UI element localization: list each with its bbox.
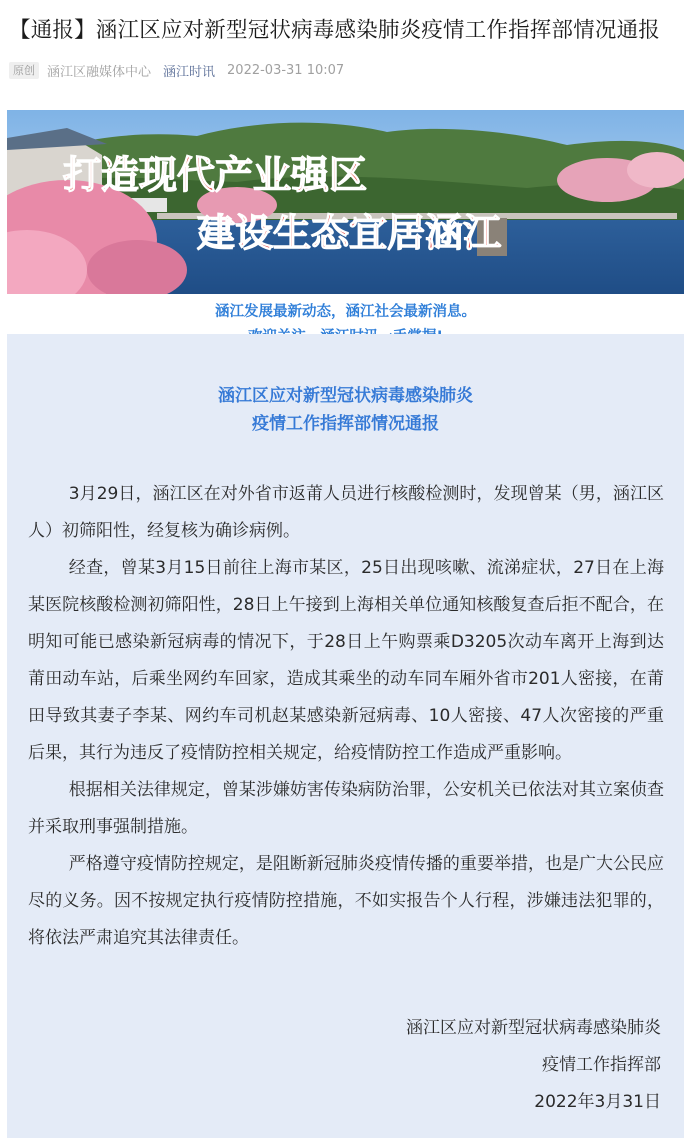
notice-title-line2: 疫情工作指挥部情况通报 [252, 414, 439, 434]
notice-body [28, 476, 664, 957]
publish-time: 2022-03-31 10:07 [227, 62, 345, 78]
notice-paragraph: 根据相关法律规定，曾某涉嫌妨害传染病防治罪，公安机关已依法对其立案侦查并采取刑事强制措施。 [28, 780, 664, 837]
notice-signature [406, 1010, 661, 1121]
signature-org-line1: 涵江区应对新型冠状病毒感染肺炎 [406, 1018, 661, 1038]
original-badge: 原创 [9, 62, 39, 79]
banner-text-line2: 建设生态宜居涵江 [197, 210, 502, 255]
notice-title [0, 382, 691, 438]
banner-text-line1: 打造现代产业强区 [63, 152, 368, 197]
banner-image [7, 110, 684, 294]
notice-paragraph: 严格遵守疫情防控规定，是阻断新冠肺炎疫情传播的重要举措，也是广大公民应尽的义务。因不按规定执行疫情防控措施，不如实报告个人行程，涉嫌违法犯罪的，将依法严肃追究其法律责任。 [28, 854, 664, 948]
notice-paragraph: 3月29日，涵江区在对外省市返莆人员进行核酸检测时，发现曾某（男，涵江区人）初筛阳性，经复核为确诊病例。 [28, 484, 664, 541]
article-title: 【通报】涵江区应对新型冠状病毒感染肺炎疫情工作指挥部情况通报 [9, 18, 661, 43]
notice-title-line1: 涵江区应对新型冠状病毒感染肺炎 [218, 386, 473, 406]
notice-paragraph: 经查，曾某3月15日前往上海市某区，25日出现咳嗽、流涕症状，27日在上海某医院核酸检测初筛阳性，28日上午接到上海相关单位通知核酸复查后拒不配合，在明知可能已感染新冠病毒的情况下，于28日上午购票乘D3205次动车离开上海到达莆田动车站，后乘坐网约车回家，造成其乘坐的动车同车厢外省市201人密接，在莆田导致其妻子李某、网约车司机赵某感染新冠病毒、10人密接、47人次密接的严重后果，其行为违反了疫情防控相关规定，给疫情防控工作造成严重影响。 [28, 558, 664, 763]
slogan-line1: 涵江发展最新动态，涵江社会最新消息。 [215, 304, 476, 320]
article-meta [9, 60, 344, 80]
article-author: 涵江区融媒体中心 [47, 64, 152, 80]
signature-date: 2022年3月31日 [534, 1092, 661, 1112]
account-name-link[interactable]: 涵江时讯 [163, 64, 216, 80]
signature-org-line2: 疫情工作指挥部 [542, 1055, 661, 1075]
